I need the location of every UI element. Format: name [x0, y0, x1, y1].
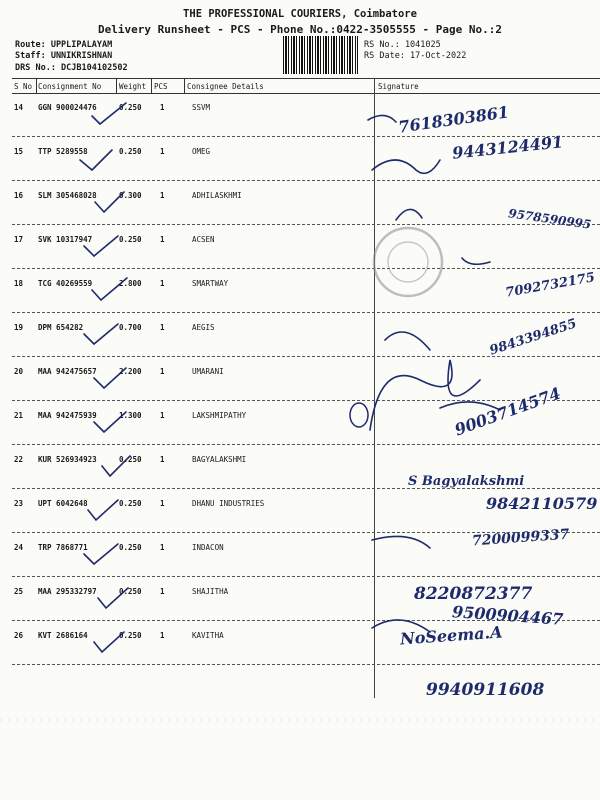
row-weight: 0.300	[119, 191, 142, 200]
tick-mark	[94, 412, 126, 432]
signature-phone: 9003714574	[452, 383, 564, 440]
tick-mark	[95, 192, 124, 212]
row-weight: 0.250	[119, 455, 142, 464]
tick-mark	[88, 500, 118, 520]
runsheet-subtitle: Delivery Runsheet - PCS - Phone No.:0422-3505555 - Page No.:2	[98, 23, 502, 36]
row-consignment-no: GGN 900024476	[38, 103, 97, 112]
row-consignment-no: UPT 6042648	[38, 499, 88, 508]
row-sno: 17	[14, 235, 24, 244]
row-pcs: 1	[160, 631, 165, 640]
row-weight: 2.200	[119, 367, 142, 376]
row-sno: 19	[14, 323, 24, 332]
row-consignee: BAGYALAKSHMI	[192, 455, 247, 464]
row-pcs: 1	[160, 455, 165, 464]
row-pcs: 1	[160, 367, 165, 376]
drs-number: DRS No.: DCJB104102502	[15, 63, 128, 73]
rs-number: RS No.: 1041025	[364, 40, 441, 50]
row-consignee: KAVITHA	[192, 631, 224, 640]
row-pcs: 1	[160, 587, 165, 596]
row-weight: 2.800	[119, 279, 142, 288]
row-sno: 24	[14, 543, 24, 552]
row-consignee: UMARANI	[192, 367, 224, 376]
row-sno: 14	[14, 103, 24, 112]
route-label: Route: UPPLIPALAYAM	[15, 40, 113, 50]
row-pcs: 1	[160, 499, 165, 508]
row-consignee: SHAJITHA	[192, 587, 229, 596]
row-consignment-no: DPM 654282	[38, 323, 84, 332]
company-stamp	[374, 228, 442, 296]
tick-mark	[80, 150, 112, 170]
tick-mark	[94, 368, 126, 388]
row-consignee: DHANU INDUSTRIES	[192, 499, 265, 508]
row-sno: 22	[14, 455, 24, 464]
row-consignment-no: TCG 40269559	[38, 279, 93, 288]
tick-mark	[92, 278, 127, 300]
row-consignee: ADHILASKHMI	[192, 191, 242, 200]
row-pcs: 1	[160, 543, 165, 552]
signature-phone: 9500904467	[451, 602, 564, 629]
row-consignment-no: KVT 2686164	[38, 631, 88, 640]
row-pcs: 1	[160, 235, 165, 244]
row-consignment-no: KUR 526934923	[38, 455, 97, 464]
row-pcs: 1	[160, 147, 165, 156]
staff-label: Staff: UNNIKRISHNAN	[15, 51, 113, 61]
signature-phone: 9842110579	[486, 494, 598, 513]
row-consignment-no: TTP 5289558	[38, 147, 88, 156]
row-consignment-no: SLM 305468028	[38, 191, 97, 200]
signature-stroke	[462, 258, 490, 264]
signature-stroke	[368, 115, 396, 122]
rs-date: RS Date: 17-Oct-2022	[364, 51, 467, 61]
row-sno: 23	[14, 499, 24, 508]
signature-stroke	[396, 209, 422, 220]
row-weight: 0.700	[119, 323, 142, 332]
tick-mark	[94, 632, 124, 652]
signature-name: S Bagyalakshmi	[408, 474, 525, 489]
col-header-weight: Weight	[119, 82, 147, 91]
signature-phone: 9843394855	[487, 316, 579, 359]
row-sno: 21	[14, 411, 24, 420]
company-title: THE PROFESSIONAL COURIERS, Coimbatore	[183, 8, 417, 20]
signature-name: NoSeema.A	[399, 622, 504, 649]
tick-mark	[84, 324, 118, 344]
row-consignee: INDACON	[192, 543, 224, 552]
col-header-pcs: PCS	[154, 82, 168, 91]
signature-stroke	[385, 332, 430, 350]
row-sno: 26	[14, 631, 24, 640]
row-weight: 1.300	[119, 411, 142, 420]
tick-mark	[84, 544, 118, 564]
row-consignment-no: MAA 942475939	[38, 411, 97, 420]
col-header-signature: Signature	[378, 82, 419, 91]
row-pcs: 1	[160, 191, 165, 200]
signature-stroke	[372, 536, 430, 548]
row-consignee: LAKSHMIPATHY	[192, 411, 247, 420]
row-consignment-no: MAA 942475657	[38, 367, 97, 376]
row-pcs: 1	[160, 411, 165, 420]
tick-mark	[84, 236, 118, 256]
row-weight: 0.250	[119, 103, 142, 112]
row-pcs: 1	[160, 103, 165, 112]
signature-phone: 9443124491	[451, 132, 565, 163]
row-consignee: SSVM	[192, 103, 211, 112]
signature-phone: 7618303861	[397, 102, 511, 137]
row-weight: 0.250	[119, 543, 142, 552]
signature-stroke	[372, 160, 440, 173]
col-header-consignee: Consignee Details	[187, 82, 264, 91]
row-sno: 20	[14, 367, 24, 376]
tick-mark	[98, 588, 128, 608]
signature-phone: 8220872377	[414, 584, 533, 604]
row-weight: 0.250	[119, 631, 142, 640]
row-consignment-no: TRP 7868771	[38, 543, 88, 552]
row-sno: 18	[14, 279, 24, 288]
row-consignee: AEGIS	[192, 323, 215, 332]
row-weight: 0.250	[119, 587, 142, 596]
row-sno: 15	[14, 147, 24, 156]
row-consignee: SMARTWAY	[192, 279, 229, 288]
col-header-consignment: Consignment No	[38, 82, 102, 91]
row-weight: 0.250	[119, 499, 142, 508]
tick-mark	[92, 103, 126, 124]
signature-phone: 7200099337	[471, 526, 570, 550]
row-consignee: OMEG	[192, 147, 211, 156]
signature-phone: 7092732175	[504, 270, 597, 301]
row-consignee: ACSEN	[192, 235, 215, 244]
signature-phone: 9578590995	[507, 206, 593, 232]
row-weight: 0.250	[119, 235, 142, 244]
signature-phone: 9940911608	[426, 680, 545, 700]
row-pcs: 1	[160, 279, 165, 288]
circled-two	[350, 403, 368, 427]
row-consignment-no: MAA 295332797	[38, 587, 97, 596]
col-header-sno: S No	[14, 82, 33, 91]
row-weight: 0.250	[119, 147, 142, 156]
row-sno: 25	[14, 587, 24, 596]
row-sno: 16	[14, 191, 24, 200]
row-consignment-no: SVK 10317947	[38, 235, 93, 244]
tick-mark	[102, 456, 130, 476]
row-pcs: 1	[160, 323, 165, 332]
